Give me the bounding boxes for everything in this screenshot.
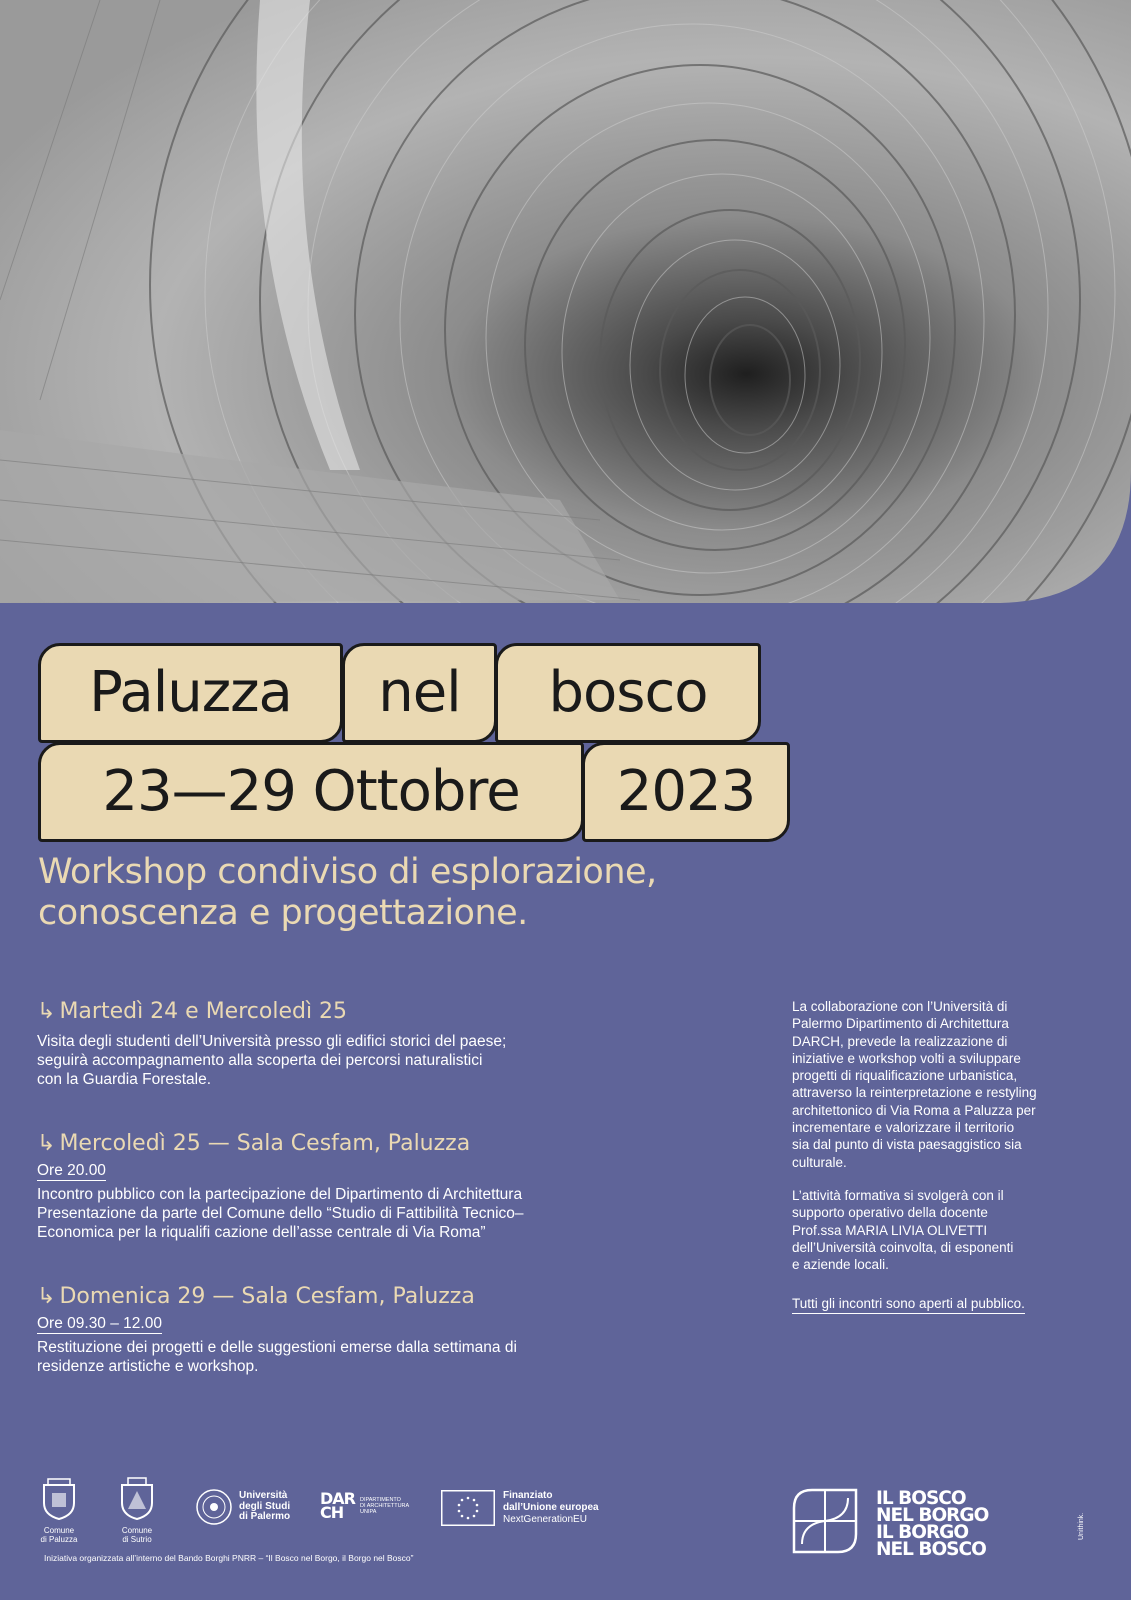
title-word-bosco-text: bosco — [548, 660, 708, 725]
title-word-nel — [342, 643, 497, 743]
title-word-bosco — [495, 643, 761, 743]
bosco-borgo-mark — [792, 1488, 858, 1559]
brand-wordmark: IL BOSCO NEL BORGO IL BORGO NEL BOSCO — [876, 1488, 989, 1560]
event-heading — [37, 998, 717, 1026]
event-item-1 — [37, 998, 717, 1089]
title-year — [582, 742, 790, 842]
event-heading-text: Mercoledì 25 — Sala Cesfam, Paluzza — [59, 1131, 471, 1156]
sutrio-crest-logo — [114, 1475, 160, 1544]
hero-spiral-illustration — [0, 0, 1131, 603]
eu-flag-icon — [441, 1490, 495, 1526]
event-time: Ore 09.30 – 12.00 — [37, 1315, 162, 1332]
subtitle — [38, 852, 818, 934]
subtitle-line-2: conoscenza e progettazione. — [38, 893, 528, 933]
title-word-nel-text: nel — [378, 660, 461, 725]
event-time: Ore 20.00 — [37, 1162, 106, 1179]
eu-line-3: NextGenerationEU — [503, 1514, 587, 1525]
paluzza-crest-icon — [36, 1475, 82, 1521]
side-paragraph-collaboration: La collaborazione con l’Università di Palermo Dipartimento di Architettura DARCH, prevede la realizzazione di iniziative e workshop volti a sviluppare progetti di riqualificazione urbanistica, attraverso la reinterpretazione e restyling architettonico di Via Roma a Paluzza per incrementare e valorizzare il territorio sia dal punto di vista paesaggistico sia culturale. — [792, 999, 1037, 1170]
open-to-public-note: Tutti gli incontri sono aperti al pubblico. — [792, 1295, 1025, 1313]
eu-line-2: dall’Unione europea — [503, 1502, 599, 1513]
event-heading — [37, 1283, 717, 1311]
hero-image — [0, 0, 1131, 603]
title-dates-text: 23—29 Ottobre — [102, 759, 520, 824]
darch-subtitle: DIPARTIMENTO DI ARCHITETTURA UNIPA — [360, 1497, 410, 1515]
event-item-2 — [37, 1130, 717, 1242]
event-heading-text: Domenica 29 — Sala Cesfam, Paluzza — [59, 1284, 475, 1309]
eu-funding-logo — [441, 1490, 599, 1526]
side-paragraph-training: L’attività formativa si svolgerà con il supporto operativo della docente Prof.ssa MARIA LIVIA OLIVETTI dell’Università coinvolta, di esponenti e aziende locali. — [792, 1187, 1014, 1273]
event-heading-text: Martedì 24 e Mercoledì 25 — [59, 999, 348, 1024]
eu-funding-text — [503, 1490, 599, 1526]
side-column — [792, 998, 1102, 1314]
arrow-icon: ↳ — [37, 1284, 56, 1309]
unipa-logo — [195, 1488, 290, 1526]
title-word-paluzza — [38, 643, 343, 743]
event-description: Restituzione dei progetti e delle suggestioni emerse dalla settimana di residenze artistiche e workshop. — [37, 1339, 517, 1375]
title-word-paluzza-text: Paluzza — [89, 660, 292, 725]
sutrio-caption: Comune di Sutrio — [121, 1526, 153, 1544]
leaf-grid-icon — [792, 1488, 858, 1554]
footer-note: Iniziativa organizzata all’interno del Bando Borghi PNRR – “Il Bosco nel Borgo, il Borgo nel Bosco” — [44, 1553, 414, 1563]
paluzza-caption: Comune di Paluzza — [40, 1526, 78, 1544]
arrow-icon: ↳ — [37, 1131, 56, 1156]
paluzza-crest-logo — [36, 1475, 82, 1544]
event-item-3 — [37, 1283, 717, 1376]
darch-logo — [320, 1489, 410, 1522]
title-year-text: 2023 — [616, 759, 756, 824]
design-credit: Unithink. — [1078, 1512, 1085, 1540]
subtitle-line-1: Workshop condiviso di esplorazione, — [38, 852, 657, 892]
darch-mark: DARCH — [320, 1489, 355, 1522]
event-description: Incontro pubblico con la partecipazione del Dipartimento di Architettura Presentazione da parte del Comune dello “Studio di Fattibilità Tecnico– Economica per la riqualifi cazione dell’asse centrale di Via Roma” — [37, 1186, 524, 1241]
sutrio-crest-icon — [114, 1475, 160, 1521]
eu-line-1: Finanziato — [503, 1490, 553, 1501]
unipa-seal-icon — [195, 1488, 233, 1526]
arrow-icon: ↳ — [37, 999, 56, 1024]
title-dates — [38, 742, 584, 842]
unipa-name: Università degli Studi di Palermo — [239, 1490, 291, 1523]
event-heading — [37, 1130, 717, 1158]
event-description: Visita degli studenti dell’Università presso gli edifici storici del paese; seguirà accompagnamento alla scoperta dei percorsi naturalistici con la Guardia Forestale. — [37, 1033, 507, 1088]
